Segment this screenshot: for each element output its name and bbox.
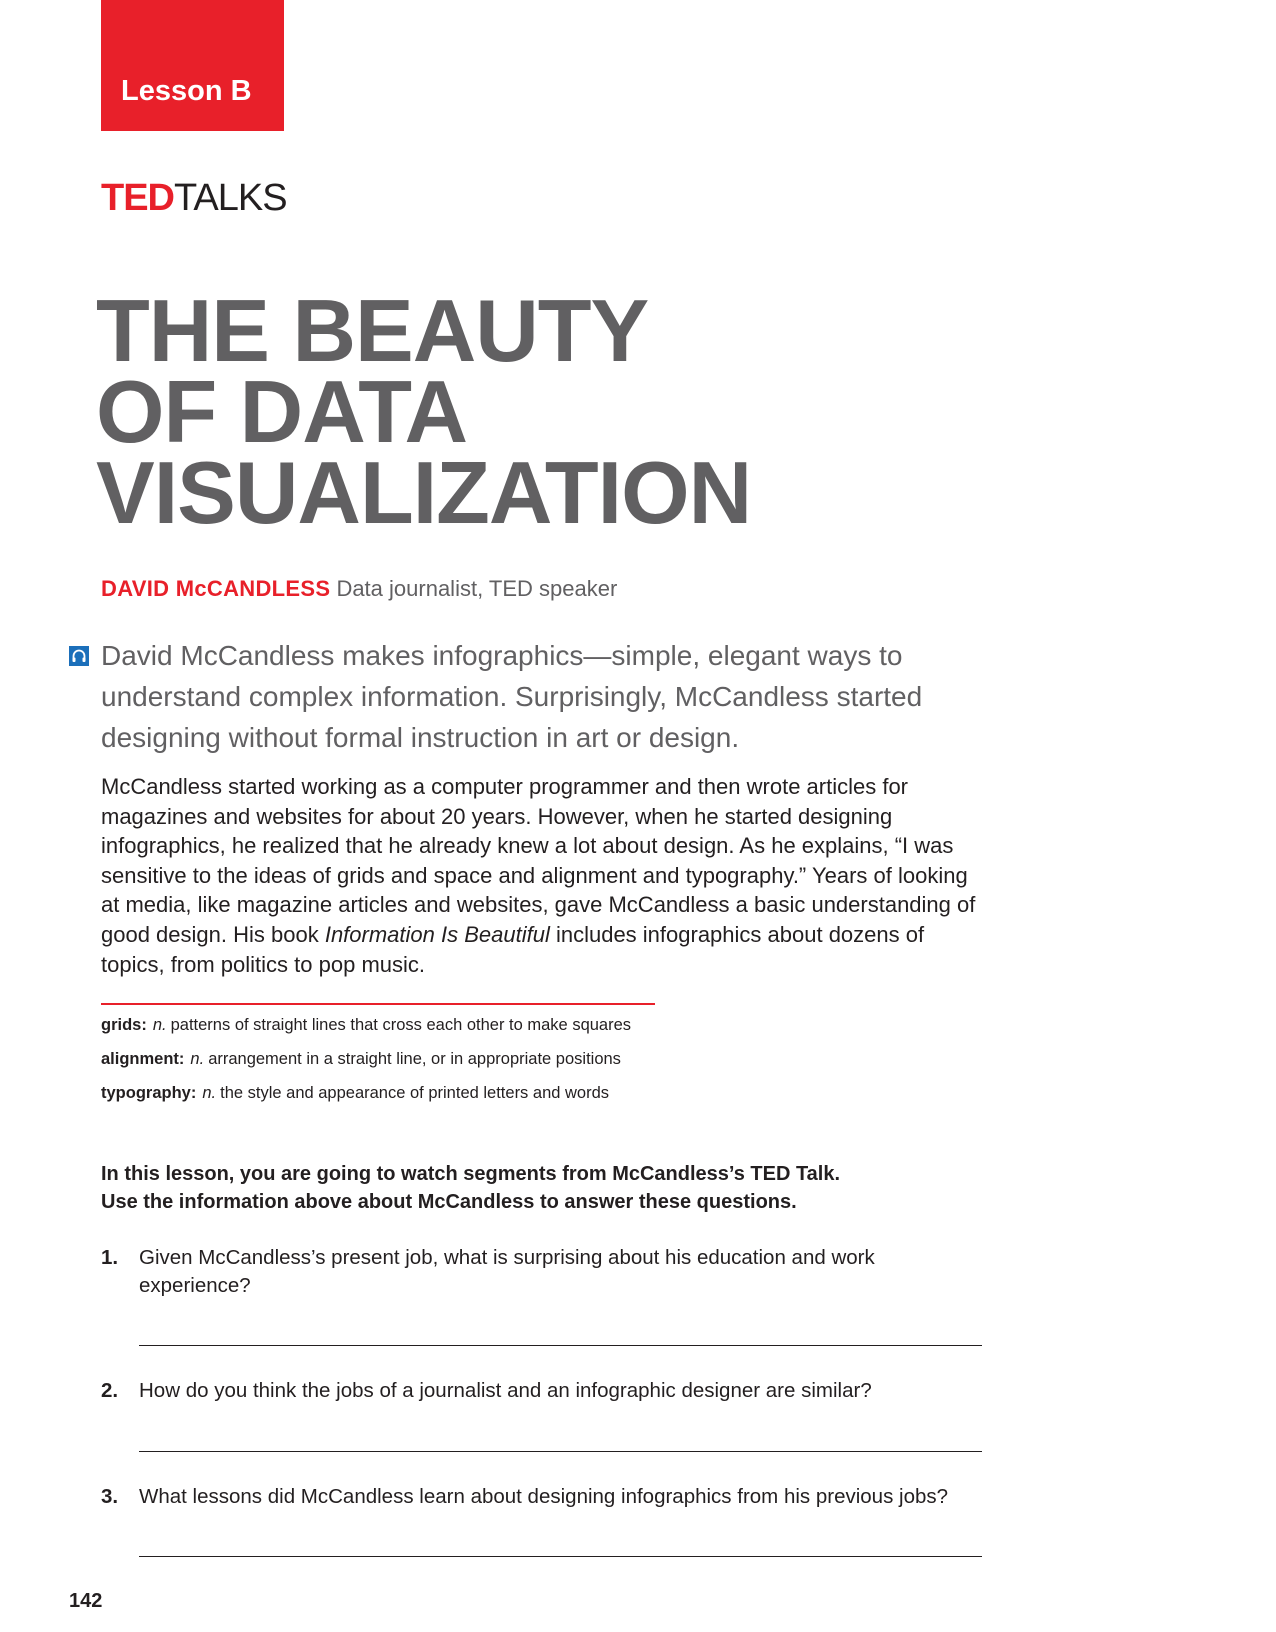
question-text: How do you think the jobs of a journalist and an infographic designer are similar? [139,1379,872,1402]
glossary-term: grids: [101,1016,147,1034]
glossary-term: alignment: [101,1050,185,1068]
title-line: THE BEAUTY [96,281,649,380]
headphones-icon[interactable] [69,646,89,666]
lesson-label: Lesson B [121,75,252,107]
speaker-name: DAVID McCANDLESS [101,576,331,601]
title-line: VISUALIZATION [96,443,752,542]
question-2 [101,1377,991,1405]
instructions-line: Use the information above about McCandless to answer these questions. [101,1191,797,1213]
glossary-term: typography: [101,1084,197,1102]
glossary-pos: n. [202,1084,217,1102]
page-title [96,281,752,542]
glossary-definition: the style and appearance of printed letters and words [220,1084,610,1102]
body-paragraph [101,772,991,979]
question-text: Given McCandless’s present job, what is surprising about his education and work experience? [139,1246,875,1297]
glossary-divider [101,1003,655,1005]
glossary-entry [101,1050,621,1069]
lesson-badge [101,0,284,131]
intro-paragraph: David McCandless makes infographics—simple, elegant ways to understand complex information. Surprisingly, McCandless started designing without formal instruction in art or design. [101,640,923,753]
glossary-pos: n. [152,1016,167,1034]
instructions [101,1160,840,1216]
glossary-definition: arrangement in a straight line, or in appropriate positions [208,1050,621,1068]
title-line: OF DATA [96,362,467,461]
body-text: McCandless started working as a computer programmer and then wrote articles for magazines and websites for about 20 years. However, when he started designing infographics, he realized that he already knew a lot about design. As he explains, “I was sensitive to the ideas of grids and space and alignment and typography.” Years of looking at media, like magazine articles and websites, gave McCandless a basic understanding of good design. His book [101,774,976,947]
answer-line-3[interactable] [139,1556,982,1557]
glossary-pos: n. [190,1050,205,1068]
glossary-definition: patterns of straight lines that cross each other to make squares [170,1016,632,1034]
logo-ted: TED [101,177,174,219]
question-text: What lessons did McCandless learn about designing infographics from his previous jobs? [139,1485,949,1508]
answer-line-2[interactable] [139,1451,982,1452]
speaker-role: Data journalist, TED speaker [336,576,618,601]
question-number: 1. [101,1246,119,1269]
instructions-line: In this lesson, you are going to watch segments from McCandless’s TED Talk. [101,1163,841,1185]
question-number: 2. [101,1379,119,1402]
speaker-line [101,576,617,602]
question-number: 3. [101,1485,119,1508]
page-number: 142 [69,1590,103,1612]
answer-line-1[interactable] [139,1345,982,1346]
glossary-entry [101,1016,631,1035]
ted-talks-logo [101,176,287,220]
question-1 [101,1244,991,1300]
glossary-entry [101,1084,609,1103]
logo-talks: TALKS [174,177,287,219]
book-title: Information Is Beautiful [324,921,550,947]
question-3 [101,1483,991,1511]
body-text: includes infographics about dozens of topics, from politics to pop music. [101,921,925,977]
